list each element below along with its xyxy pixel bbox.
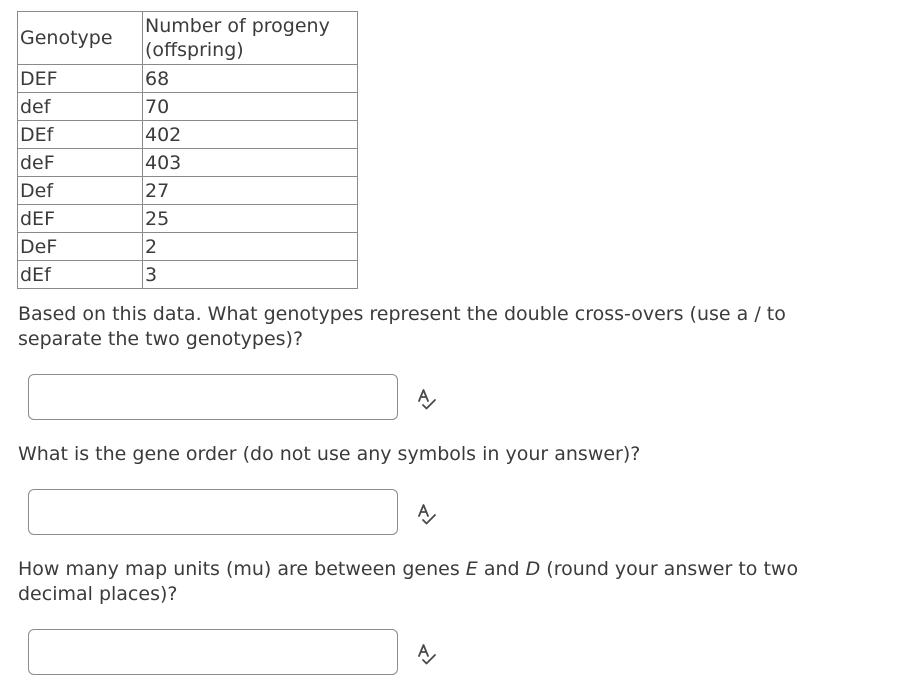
count-cell: 25 [143,205,358,233]
answer-input-gene-order[interactable] [28,489,398,535]
table-header-row [18,12,358,65]
table-row [18,233,358,261]
table-row [18,177,358,205]
count-cell: 403 [143,149,358,177]
question-text-part: How many map units (mu) are between genes [18,558,466,580]
genotype-cell: DeF [18,233,143,261]
count-cell: 2 [143,233,358,261]
genotype-cell: Def [18,177,143,205]
header-progeny-count: Number of progeny (offspring) [143,12,358,65]
genotype-cell: deF [18,149,143,177]
count-cell: 70 [143,93,358,121]
gene-symbol: E [465,558,478,580]
count-cell: 27 [143,177,358,205]
progeny-table [17,11,358,289]
table-row [18,65,358,93]
gene-symbol: D [525,558,541,580]
genotype-cell: DEf [18,121,143,149]
table-row [18,261,358,289]
header-genotype: Genotype [18,12,143,65]
table-row [18,149,358,177]
table-row [18,121,358,149]
answer-input-map-units[interactable] [28,629,398,675]
table-row [18,93,358,121]
spellcheck-icon[interactable] [414,642,438,666]
question-map-units [18,557,838,607]
question-text-part: and [477,558,526,580]
count-cell: 68 [143,65,358,93]
answer-input-double-crossovers[interactable] [28,374,398,420]
question-text-part: (round your answer to two decimal places)? [18,558,799,605]
table-row [18,205,358,233]
question-double-crossovers: Based on this data. What genotypes represent the double cross-overs (use a / to separate the two genotypes)? [18,303,786,350]
count-cell: 402 [143,121,358,149]
genotype-cell: DEF [18,65,143,93]
spellcheck-icon[interactable] [414,502,438,526]
genotype-cell: dEF [18,205,143,233]
question-gene-order: What is the gene order (do not use any symbols in your answer)? [18,443,641,465]
spellcheck-icon[interactable] [414,387,438,411]
genotype-cell: def [18,93,143,121]
genotype-cell: dEf [18,261,143,289]
count-cell: 3 [143,261,358,289]
